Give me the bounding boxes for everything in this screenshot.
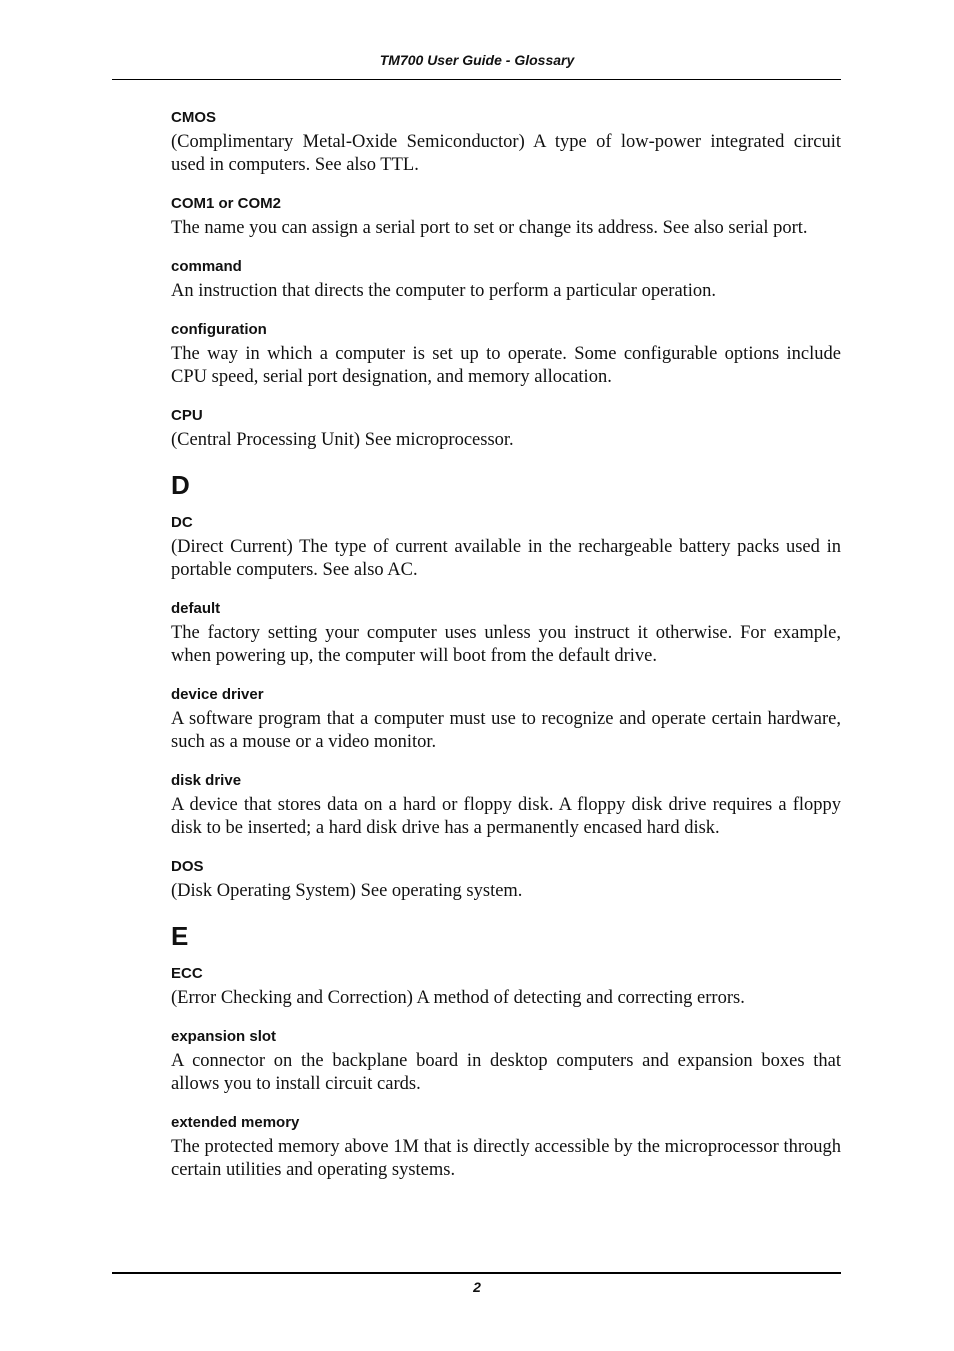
glossary-term: default: [171, 600, 221, 617]
glossary-entry: [171, 1028, 841, 1096]
glossary-entry: [171, 258, 841, 303]
glossary-entry: [171, 858, 841, 903]
footer-rule: [112, 1272, 841, 1274]
glossary-entry: [171, 407, 841, 452]
glossary-term: command: [171, 258, 242, 275]
glossary-definition: (Central Processing Unit) See microprocessor.: [171, 430, 514, 450]
glossary-definition: (Complimentary Metal-Oxide Semiconductor) A type of low-power integrated circuit used in computers. See also TTL.: [171, 132, 841, 175]
glossary-entry: [171, 321, 841, 389]
glossary-term: expansion slot: [171, 1028, 277, 1045]
glossary-definition: A device that stores data on a hard or floppy disk. A floppy disk drive requires a floppy disk to be inserted; a hard disk drive has a permanently encased hard disk.: [171, 795, 841, 838]
glossary-entry: [171, 600, 841, 668]
glossary-entry: [171, 109, 841, 177]
glossary-definition: A software program that a computer must use to recognize and operate certain hardware, such as a mouse or a video monitor.: [171, 709, 841, 752]
glossary-term: extended memory: [171, 1114, 300, 1131]
glossary-section: [171, 109, 841, 452]
glossary-entry: [171, 514, 841, 582]
glossary-entry: [171, 965, 841, 1010]
glossary-term: device driver: [171, 686, 264, 703]
glossary-section-d: [171, 470, 841, 903]
header-rule: [112, 79, 841, 80]
glossary-entry: [171, 686, 841, 754]
glossary-definition: The way in which a computer is set up to operate. Some configurable options include CPU speed, serial port designation, and memory allocation.: [171, 344, 841, 387]
section-letter-heading: E: [171, 921, 189, 951]
glossary-term: disk drive: [171, 772, 242, 789]
glossary-definition: The name you can assign a serial port to set or change its address. See also serial port.: [171, 218, 808, 238]
glossary-definition: (Error Checking and Correction) A method of detecting and correcting errors.: [171, 988, 745, 1008]
glossary-entry: [171, 195, 841, 240]
glossary-term: CPU: [171, 407, 203, 424]
glossary-term: CMOS: [171, 109, 216, 126]
glossary-entry: [171, 1114, 841, 1182]
glossary-term: configuration: [171, 321, 267, 338]
glossary-definition: An instruction that directs the computer to perform a particular operation.: [171, 281, 717, 301]
glossary-term: COM1 or COM2: [171, 195, 282, 212]
page-number: 2: [473, 1279, 481, 1295]
glossary-term: DOS: [171, 858, 204, 875]
glossary-definition: The factory setting your computer uses unless you instruct it otherwise. For example, when powering up, the computer will boot from the default drive.: [171, 623, 841, 666]
glossary-definition: The protected memory above 1M that is directly accessible by the microprocessor through certain utilities and operating systems.: [171, 1137, 841, 1180]
glossary-content: [171, 109, 841, 1200]
glossary-definition: (Direct Current) The type of current available in the rechargeable battery packs used in portable computers. See also AC.: [171, 537, 841, 580]
glossary-term: ECC: [171, 965, 203, 982]
glossary-definition: (Disk Operating System) See operating system.: [171, 881, 523, 901]
glossary-term: DC: [171, 514, 193, 531]
glossary-entry: [171, 772, 841, 840]
glossary-definition: A connector on the backplane board in desktop computers and expansion boxes that allows you to install circuit cards.: [171, 1051, 841, 1094]
page-header-title: TM700 User Guide - Glossary: [379, 52, 575, 68]
glossary-section-e: [171, 921, 841, 1182]
section-letter-heading: D: [171, 470, 190, 500]
